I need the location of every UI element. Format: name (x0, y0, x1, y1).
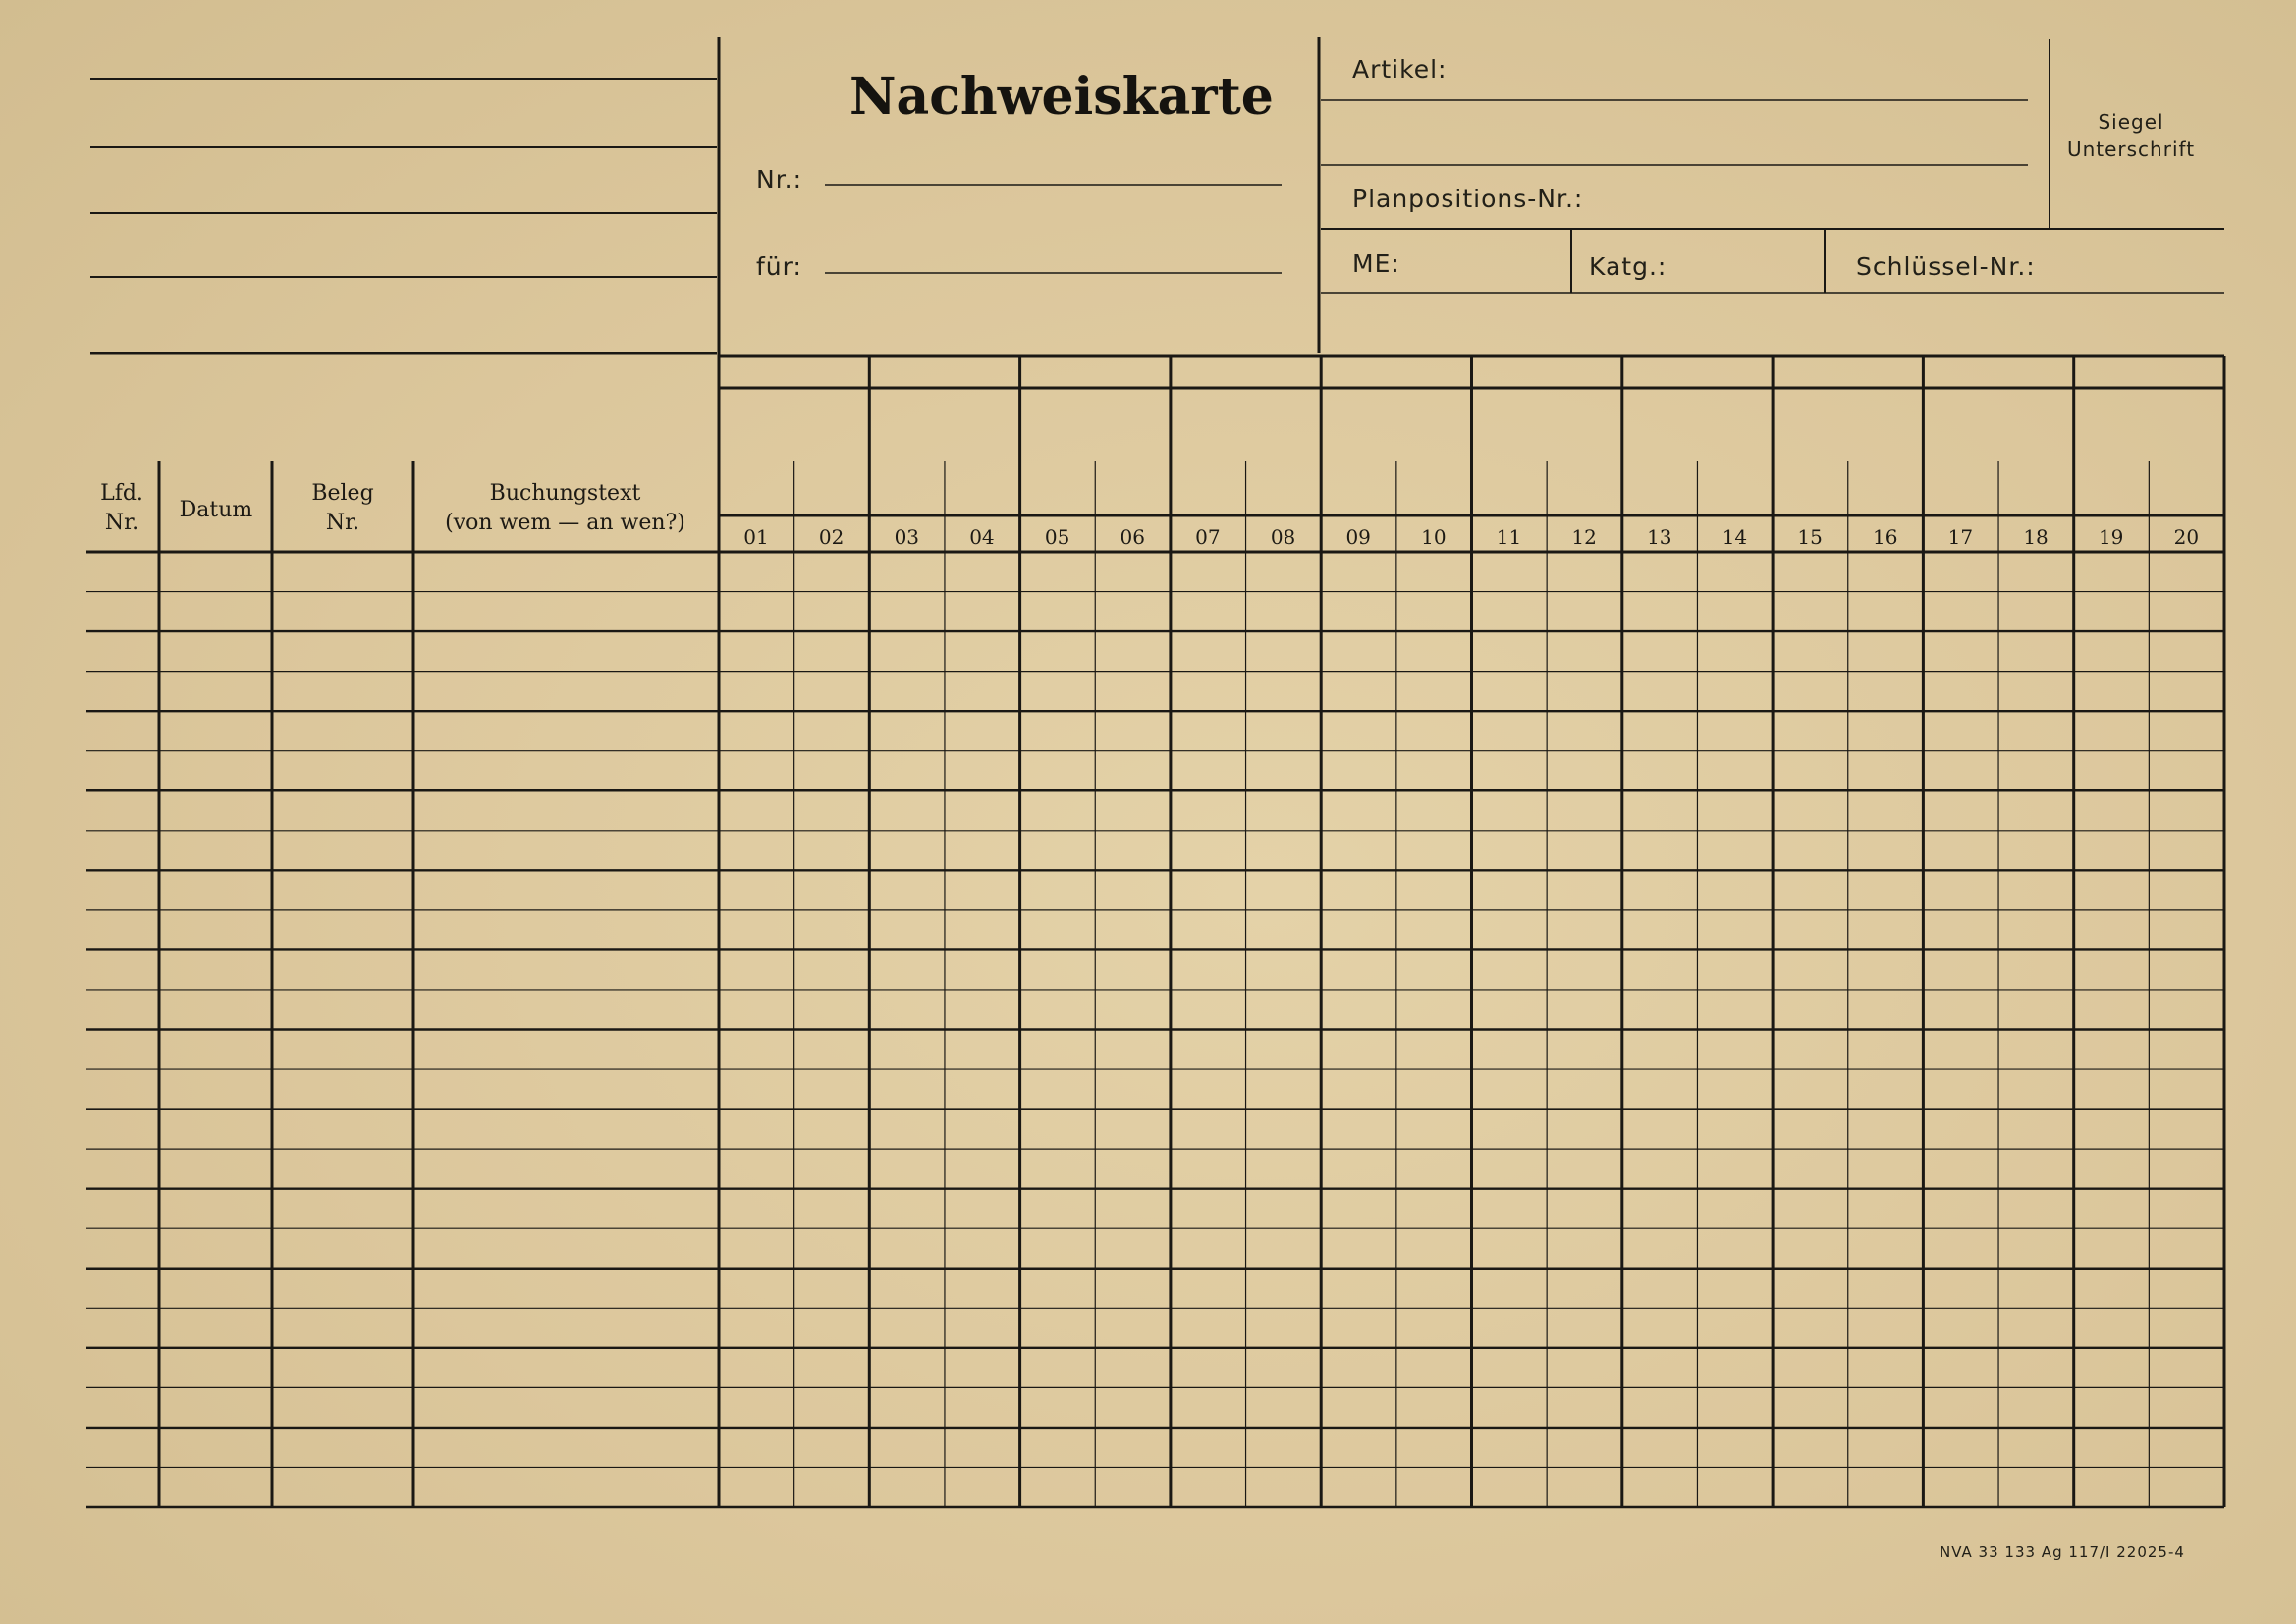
header-lfd-nr: Lfd. Nr. (100, 481, 143, 535)
katg-label: Katg.: (1589, 252, 1667, 281)
fuer-label: für: (756, 252, 802, 281)
column-number-08: 08 (1270, 525, 1296, 549)
column-number-10: 10 (1421, 525, 1447, 549)
planpositions-label: Planpositions-Nr.: (1352, 185, 1584, 213)
nr-label: Nr.: (756, 165, 803, 193)
print-code: NVA 33 133 Ag 117/I 22025-4 (1940, 1543, 2185, 1561)
siegel-unterschrift-label: Siegel Unterschrift (2066, 110, 2196, 161)
schluessel-label: Schlüssel-Nr.: (1856, 252, 2036, 281)
column-number-05: 05 (1044, 525, 1070, 549)
column-number-11: 11 (1496, 525, 1522, 549)
column-number-01: 01 (743, 525, 769, 549)
column-number-20: 20 (2173, 525, 2200, 549)
column-number-12: 12 (1571, 525, 1597, 549)
column-number-19: 19 (2098, 525, 2124, 549)
header-beleg-nr: Beleg Nr. (311, 481, 374, 535)
column-number-03: 03 (894, 525, 920, 549)
column-number-13: 13 (1647, 525, 1672, 549)
header-buchungstext: Buchungstext (von wem — an wen?) (445, 481, 685, 535)
artikel-label: Artikel: (1352, 55, 1448, 83)
form-title: Nachweiskarte (849, 67, 1274, 127)
column-number-07: 07 (1195, 525, 1221, 549)
column-number-15: 15 (1797, 525, 1823, 549)
column-number-17: 17 (1947, 525, 1974, 549)
column-number-18: 18 (2023, 525, 2049, 549)
column-number-06: 06 (1120, 525, 1145, 549)
me-label: ME: (1352, 249, 1400, 278)
column-number-04: 04 (969, 525, 995, 549)
column-number-09: 09 (1345, 525, 1371, 549)
header-datum: Datum (179, 498, 253, 522)
column-number-14: 14 (1722, 525, 1748, 549)
column-number-02: 02 (818, 525, 845, 549)
column-number-16: 16 (1873, 525, 1898, 549)
